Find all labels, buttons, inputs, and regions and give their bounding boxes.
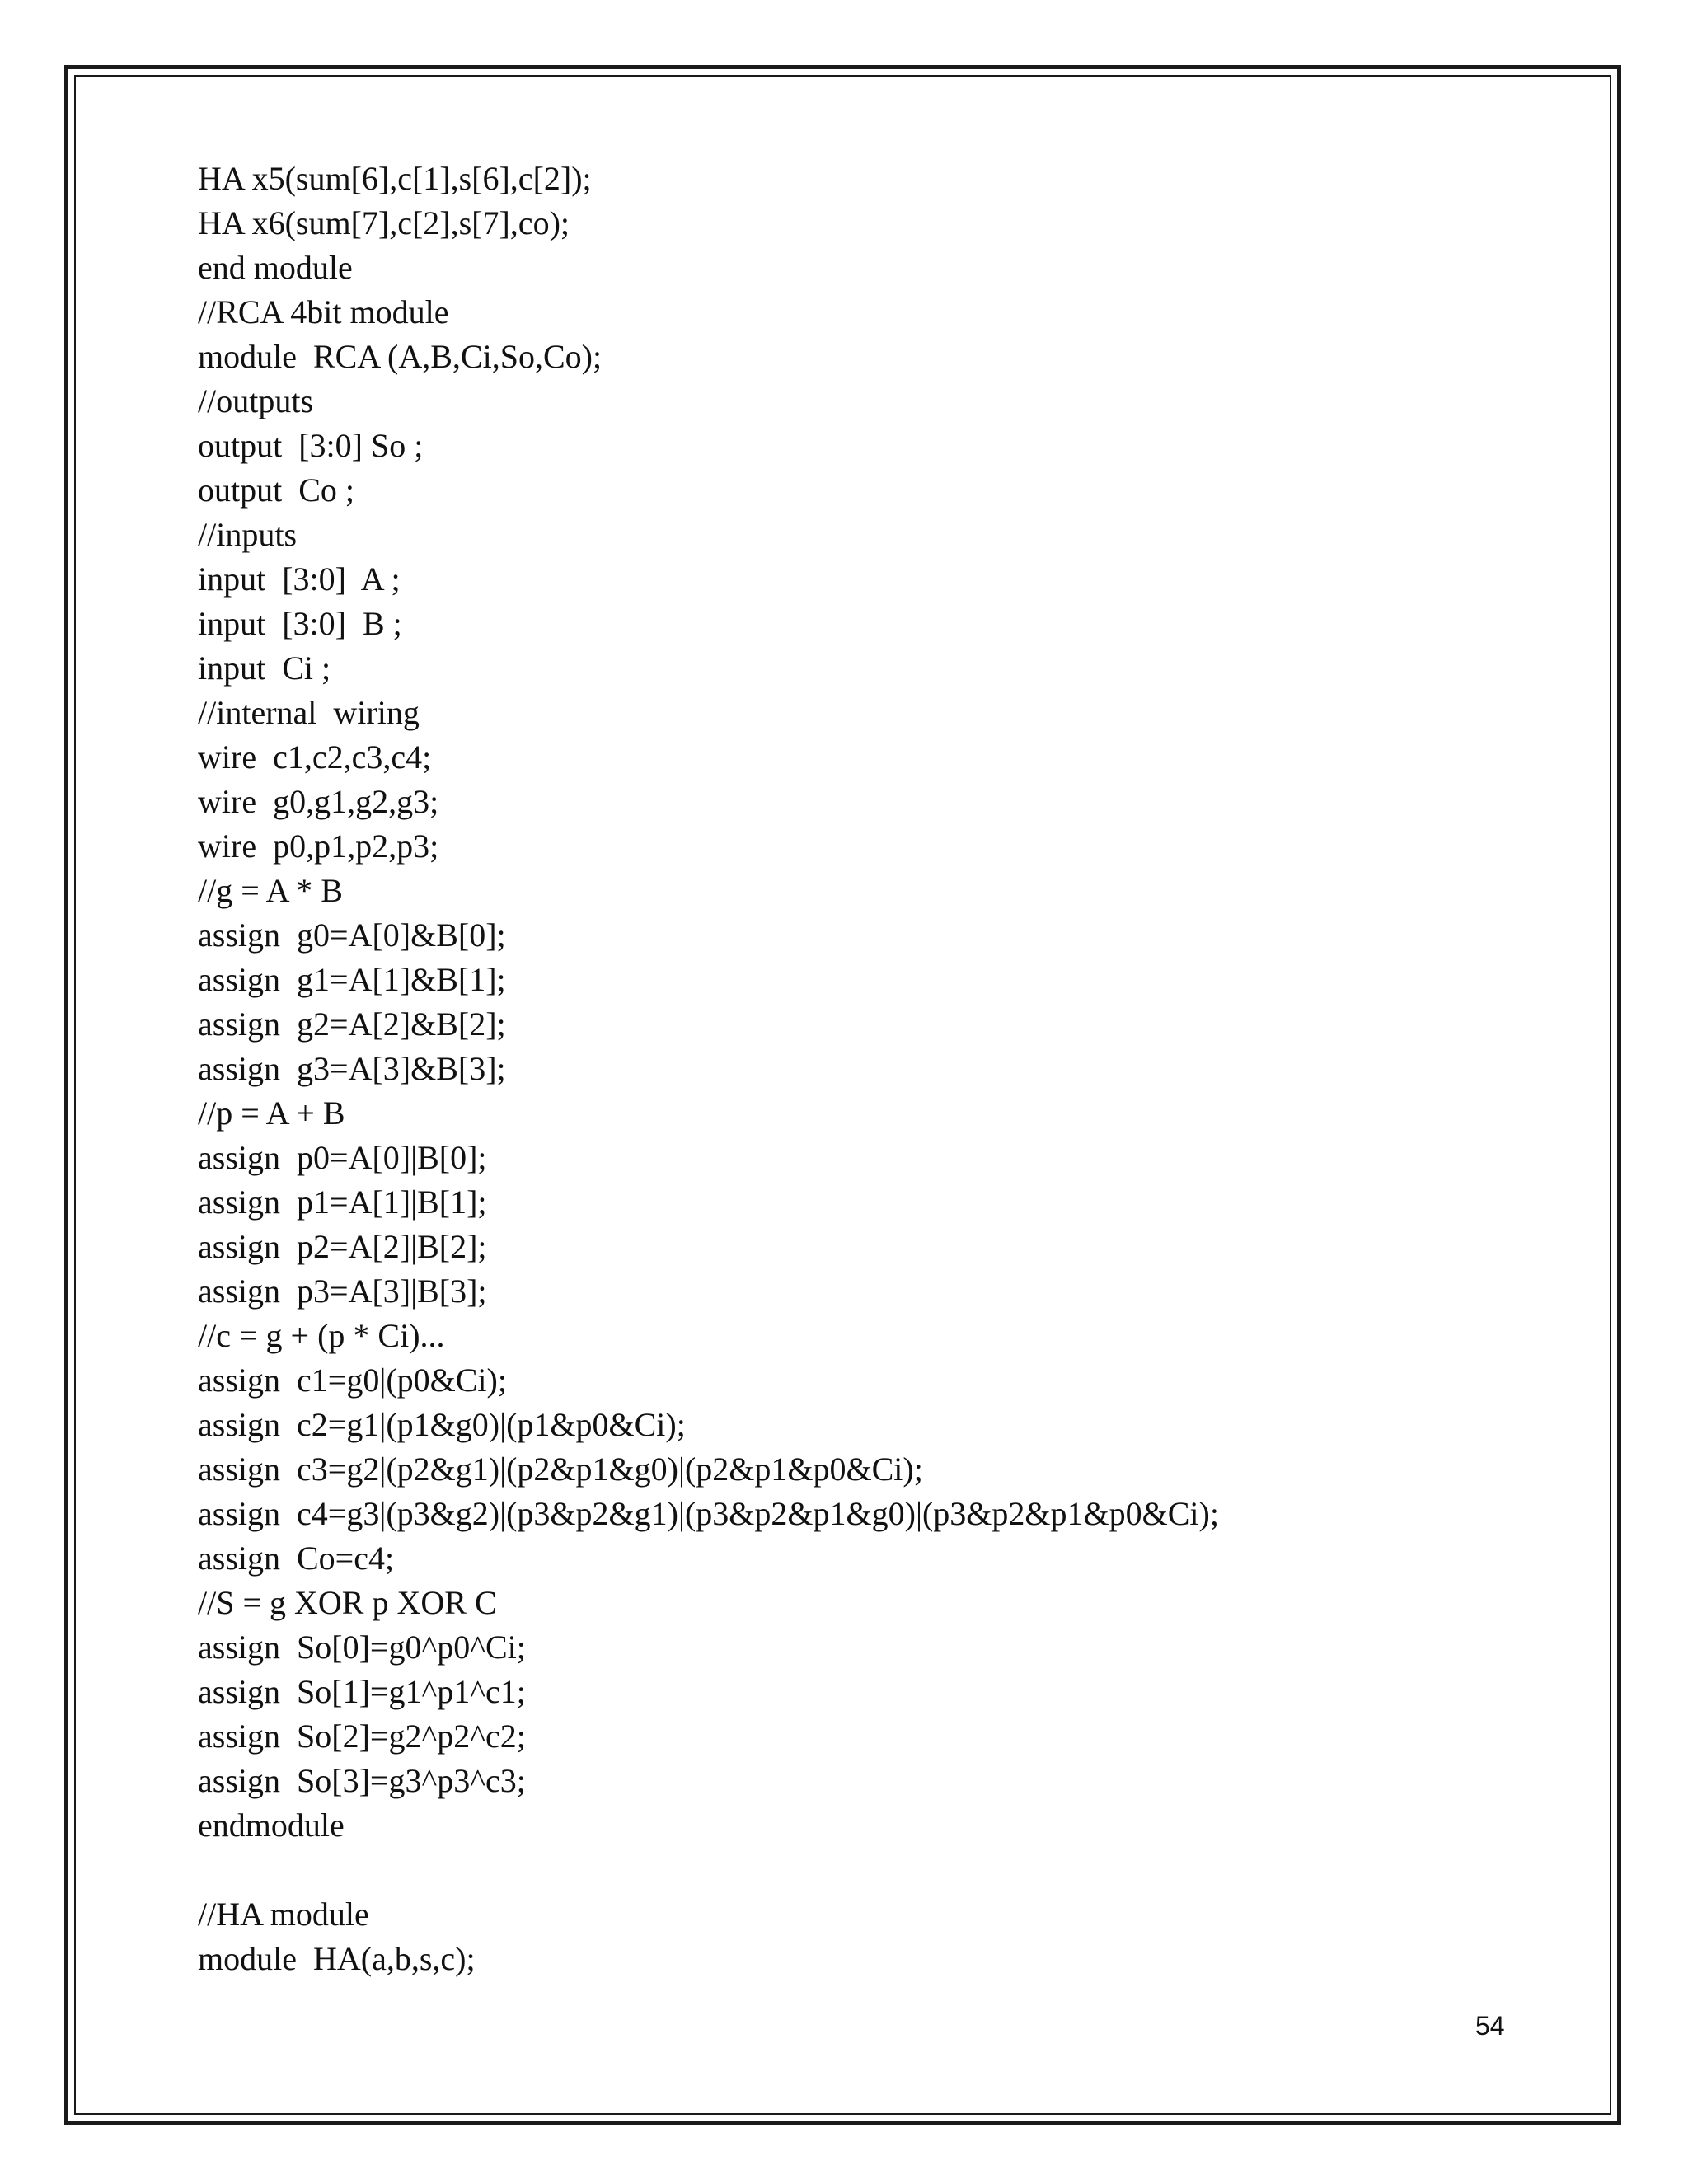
code-line: //internal wiring (198, 694, 420, 731)
code-line: assign g1=A[1]&B[1]; (198, 961, 506, 998)
code-line: //HA module (198, 1896, 369, 1933)
code-line: assign c4=g3|(p3&g2)|(p3&p2&g1)|(p3&p2&p1&g0)|(p3&p2&p1&p0&Ci); (198, 1495, 1219, 1532)
code-line: wire p0,p1,p2,p3; (198, 827, 439, 865)
verilog-code-listing (198, 157, 1599, 1981)
code-line: assign So[0]=g0^p0^Ci; (198, 1629, 526, 1666)
code-line: assign So[2]=g2^p2^c2; (198, 1718, 526, 1755)
code-line: end module (198, 249, 353, 286)
blank-line (198, 1848, 1599, 1892)
code-line: HA x5(sum[6],c[1],s[6],c[2]); (198, 160, 592, 197)
code-line: assign g2=A[2]&B[2]; (198, 1005, 506, 1043)
code-line: assign c2=g1|(p1&g0)|(p1&p0&Ci); (198, 1406, 686, 1443)
code-line: //g = A * B (198, 872, 343, 909)
code-line: //p = A + B (198, 1094, 345, 1132)
code-line: assign c1=g0|(p0&Ci); (198, 1361, 507, 1399)
page-number: 54 (1475, 2011, 1505, 2041)
code-line: wire g0,g1,g2,g3; (198, 783, 439, 820)
code-line: //inputs (198, 516, 298, 553)
code-line: input [3:0] A ; (198, 560, 401, 598)
code-line: output Co ; (198, 471, 355, 509)
code-line: module RCA (A,B,Ci,So,Co); (198, 338, 603, 375)
code-line: assign p2=A[2]|B[2]; (198, 1228, 487, 1265)
code-line: assign p3=A[3]|B[3]; (198, 1272, 487, 1310)
code-line: module HA(a,b,s,c); (198, 1940, 476, 1977)
code-line: assign p1=A[1]|B[1]; (198, 1183, 487, 1221)
code-line: assign g0=A[0]&B[0]; (198, 916, 506, 954)
code-line: input Ci ; (198, 649, 331, 687)
code-line: assign c3=g2|(p2&g1)|(p2&p1&g0)|(p2&p1&p0&Ci); (198, 1451, 923, 1488)
code-line: HA x6(sum[7],c[2],s[7],co); (198, 204, 570, 241)
code-line: //S = g XOR p XOR C (198, 1584, 497, 1621)
code-line: //c = g + (p * Ci)... (198, 1317, 445, 1354)
code-line: assign p0=A[0]|B[0]; (198, 1139, 487, 1176)
code-line: //outputs (198, 382, 314, 419)
code-line: output [3:0] So ; (198, 427, 424, 464)
code-line: wire c1,c2,c3,c4; (198, 738, 432, 776)
code-line: assign So[3]=g3^p3^c3; (198, 1762, 526, 1799)
code-line: assign So[1]=g1^p1^c1; (198, 1673, 526, 1710)
code-line: assign g3=A[3]&B[3]; (198, 1050, 506, 1087)
code-line: input [3:0] B ; (198, 605, 402, 642)
code-line: endmodule (198, 1807, 345, 1844)
code-line: //RCA 4bit module (198, 293, 449, 330)
code-line: assign Co=c4; (198, 1540, 395, 1577)
